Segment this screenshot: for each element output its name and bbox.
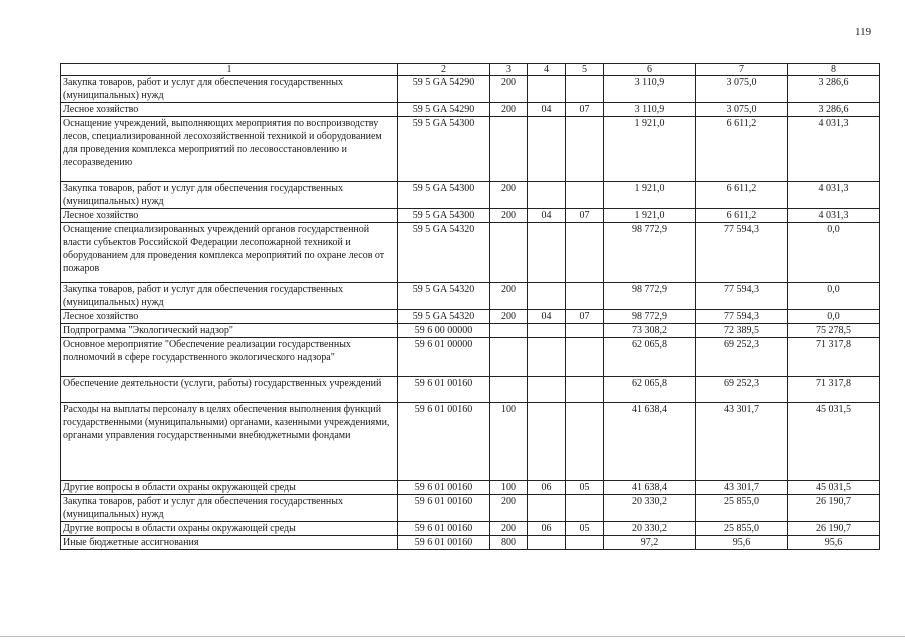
row-subsection	[566, 223, 604, 283]
row-section	[528, 117, 566, 182]
row-amount-col7: 6 611,2	[696, 209, 788, 223]
row-expense-type	[490, 117, 528, 182]
table-row	[61, 495, 880, 522]
row-code: 59 6 01 00160	[398, 377, 490, 403]
row-amount-col6: 20 330,2	[604, 495, 696, 522]
row-expense-type: 200	[490, 310, 528, 324]
row-code: 59 5 GA 54290	[398, 76, 490, 103]
table-row	[61, 117, 880, 182]
row-amount-col8: 4 031,3	[788, 182, 880, 209]
column-header: 5	[566, 64, 604, 76]
row-code: 59 6 01 00160	[398, 495, 490, 522]
row-subsection: 05	[566, 481, 604, 495]
row-section	[528, 495, 566, 522]
table-row	[61, 338, 880, 377]
row-amount-col6: 1 921,0	[604, 117, 696, 182]
row-code: 59 6 01 00160	[398, 481, 490, 495]
row-amount-col7: 43 301,7	[696, 481, 788, 495]
row-code: 59 5 GA 54320	[398, 283, 490, 310]
row-subsection	[566, 403, 604, 481]
row-code: 59 6 00 00000	[398, 324, 490, 338]
row-name: Обеспечение деятельности (услуги, работы) государственных учреждений	[61, 377, 398, 403]
row-subsection	[566, 283, 604, 310]
column-header: 7	[696, 64, 788, 76]
row-section	[528, 338, 566, 377]
row-amount-col8: 4 031,3	[788, 209, 880, 223]
row-amount-col6: 97,2	[604, 536, 696, 550]
row-amount-col6: 98 772,9	[604, 310, 696, 324]
table-row	[61, 182, 880, 209]
row-expense-type: 100	[490, 403, 528, 481]
row-amount-col6: 41 638,4	[604, 481, 696, 495]
row-code: 59 5 GA 54300	[398, 117, 490, 182]
row-amount-col7: 95,6	[696, 536, 788, 550]
row-amount-col7: 72 389,5	[696, 324, 788, 338]
row-name: Лесное хозяйство	[61, 209, 398, 223]
row-section	[528, 283, 566, 310]
row-name: Оснащение учреждений, выполняющих мероприятия по воспроизводству лесов, специализированной лесохозяйственной техникой и оборудованием для проведения комплекса мероприятий по лесовосстановлению и лесоразведению	[61, 117, 398, 182]
row-amount-col8: 26 190,7	[788, 495, 880, 522]
row-name: Иные бюджетные ассигнования	[61, 536, 398, 550]
row-subsection	[566, 324, 604, 338]
row-subsection: 05	[566, 522, 604, 536]
row-amount-col8: 0,0	[788, 283, 880, 310]
row-amount-col6: 62 065,8	[604, 377, 696, 403]
row-amount-col8: 45 031,5	[788, 481, 880, 495]
row-code: 59 6 01 00160	[398, 403, 490, 481]
row-name: Расходы на выплаты персоналу в целях обеспечения выполнения функций государственными (муниципальными) органами, казенными учреждениями, органами управления государственными внебюджетными фондами	[61, 403, 398, 481]
row-section	[528, 403, 566, 481]
table-row	[61, 223, 880, 283]
row-amount-col7: 77 594,3	[696, 223, 788, 283]
row-expense-type: 200	[490, 495, 528, 522]
row-code: 59 5 GA 54300	[398, 182, 490, 209]
row-amount-col8: 45 031,5	[788, 403, 880, 481]
row-amount-col7: 6 611,2	[696, 117, 788, 182]
row-expense-type: 200	[490, 283, 528, 310]
table-row	[61, 103, 880, 117]
row-amount-col6: 73 308,2	[604, 324, 696, 338]
row-subsection	[566, 377, 604, 403]
page-number: 119	[855, 26, 872, 38]
row-amount-col7: 77 594,3	[696, 283, 788, 310]
row-code: 59 6 01 00160	[398, 522, 490, 536]
row-amount-col6: 3 110,9	[604, 103, 696, 117]
row-section	[528, 76, 566, 103]
row-name: Другие вопросы в области охраны окружающей среды	[61, 522, 398, 536]
row-amount-col6: 20 330,2	[604, 522, 696, 536]
table-row	[61, 283, 880, 310]
row-amount-col6: 98 772,9	[604, 283, 696, 310]
page-edge-line	[0, 636, 905, 637]
row-amount-col7: 77 594,3	[696, 310, 788, 324]
table-row	[61, 522, 880, 536]
row-name: Закупка товаров, работ и услуг для обеспечения государственных (муниципальных) нужд	[61, 76, 398, 103]
row-expense-type	[490, 338, 528, 377]
row-name: Основное мероприятие "Обеспечение реализации государственных полномочий в сфере государственного экологического надзора"	[61, 338, 398, 377]
row-name: Лесное хозяйство	[61, 310, 398, 324]
row-expense-type: 200	[490, 103, 528, 117]
row-amount-col7: 3 075,0	[696, 103, 788, 117]
row-section: 04	[528, 209, 566, 223]
row-expense-type: 200	[490, 182, 528, 209]
row-expense-type	[490, 377, 528, 403]
column-header: 1	[61, 64, 398, 76]
row-amount-col8: 0,0	[788, 223, 880, 283]
row-amount-col7: 69 252,3	[696, 377, 788, 403]
row-subsection	[566, 338, 604, 377]
row-expense-type: 800	[490, 536, 528, 550]
row-amount-col7: 25 855,0	[696, 495, 788, 522]
row-amount-col8: 3 286,6	[788, 76, 880, 103]
row-amount-col8: 3 286,6	[788, 103, 880, 117]
row-amount-col7: 6 611,2	[696, 182, 788, 209]
row-code: 59 5 GA 54320	[398, 223, 490, 283]
row-expense-type: 200	[490, 209, 528, 223]
table-row	[61, 536, 880, 550]
column-header: 8	[788, 64, 880, 76]
column-header: 3	[490, 64, 528, 76]
table-row	[61, 76, 880, 103]
row-section: 04	[528, 310, 566, 324]
row-subsection: 07	[566, 209, 604, 223]
row-expense-type	[490, 223, 528, 283]
row-amount-col8: 71 317,8	[788, 377, 880, 403]
column-header: 4	[528, 64, 566, 76]
row-expense-type: 100	[490, 481, 528, 495]
row-amount-col6: 3 110,9	[604, 76, 696, 103]
row-section	[528, 536, 566, 550]
row-amount-col7: 69 252,3	[696, 338, 788, 377]
row-amount-col7: 43 301,7	[696, 403, 788, 481]
row-name: Закупка товаров, работ и услуг для обеспечения государственных (муниципальных) нужд	[61, 182, 398, 209]
row-subsection	[566, 117, 604, 182]
column-header: 2	[398, 64, 490, 76]
row-code: 59 5 GA 54320	[398, 310, 490, 324]
row-name: Оснащение специализированных учреждений органов государственной власти субъектов Российской Федерации лесопожарной техникой и оборудованием для проведения комплекса мероприятий по охране лесов от пожаров	[61, 223, 398, 283]
row-expense-type: 200	[490, 522, 528, 536]
row-subsection	[566, 536, 604, 550]
row-amount-col8: 95,6	[788, 536, 880, 550]
row-section	[528, 324, 566, 338]
row-code: 59 5 GA 54290	[398, 103, 490, 117]
row-amount-col8: 71 317,8	[788, 338, 880, 377]
row-subsection: 07	[566, 103, 604, 117]
row-section	[528, 223, 566, 283]
row-code: 59 6 01 00160	[398, 536, 490, 550]
row-expense-type: 200	[490, 76, 528, 103]
row-name: Закупка товаров, работ и услуг для обеспечения государственных (муниципальных) нужд	[61, 283, 398, 310]
table-row	[61, 310, 880, 324]
row-code: 59 5 GA 54300	[398, 209, 490, 223]
table-row	[61, 403, 880, 481]
row-name: Другие вопросы в области охраны окружающей среды	[61, 481, 398, 495]
table-row	[61, 324, 880, 338]
table-row	[61, 481, 880, 495]
row-amount-col8: 26 190,7	[788, 522, 880, 536]
row-amount-col6: 1 921,0	[604, 209, 696, 223]
row-amount-col6: 98 772,9	[604, 223, 696, 283]
row-amount-col7: 3 075,0	[696, 76, 788, 103]
row-name: Закупка товаров, работ и услуг для обеспечения государственных (муниципальных) нужд	[61, 495, 398, 522]
row-name: Лесное хозяйство	[61, 103, 398, 117]
table-row	[61, 377, 880, 403]
row-subsection	[566, 182, 604, 209]
row-section	[528, 182, 566, 209]
row-code: 59 6 01 00000	[398, 338, 490, 377]
row-amount-col7: 25 855,0	[696, 522, 788, 536]
row-name: Подпрограмма "Экологический надзор"	[61, 324, 398, 338]
row-subsection: 07	[566, 310, 604, 324]
column-header: 6	[604, 64, 696, 76]
row-amount-col6: 1 921,0	[604, 182, 696, 209]
row-amount-col8: 0,0	[788, 310, 880, 324]
row-subsection	[566, 76, 604, 103]
row-section: 06	[528, 522, 566, 536]
row-section	[528, 377, 566, 403]
row-amount-col8: 75 278,5	[788, 324, 880, 338]
row-amount-col8: 4 031,3	[788, 117, 880, 182]
table-header-row	[61, 64, 880, 76]
row-subsection	[566, 495, 604, 522]
budget-table	[60, 63, 880, 550]
table-row	[61, 209, 880, 223]
row-section: 06	[528, 481, 566, 495]
row-section: 04	[528, 103, 566, 117]
row-expense-type	[490, 324, 528, 338]
row-amount-col6: 41 638,4	[604, 403, 696, 481]
row-amount-col6: 62 065,8	[604, 338, 696, 377]
